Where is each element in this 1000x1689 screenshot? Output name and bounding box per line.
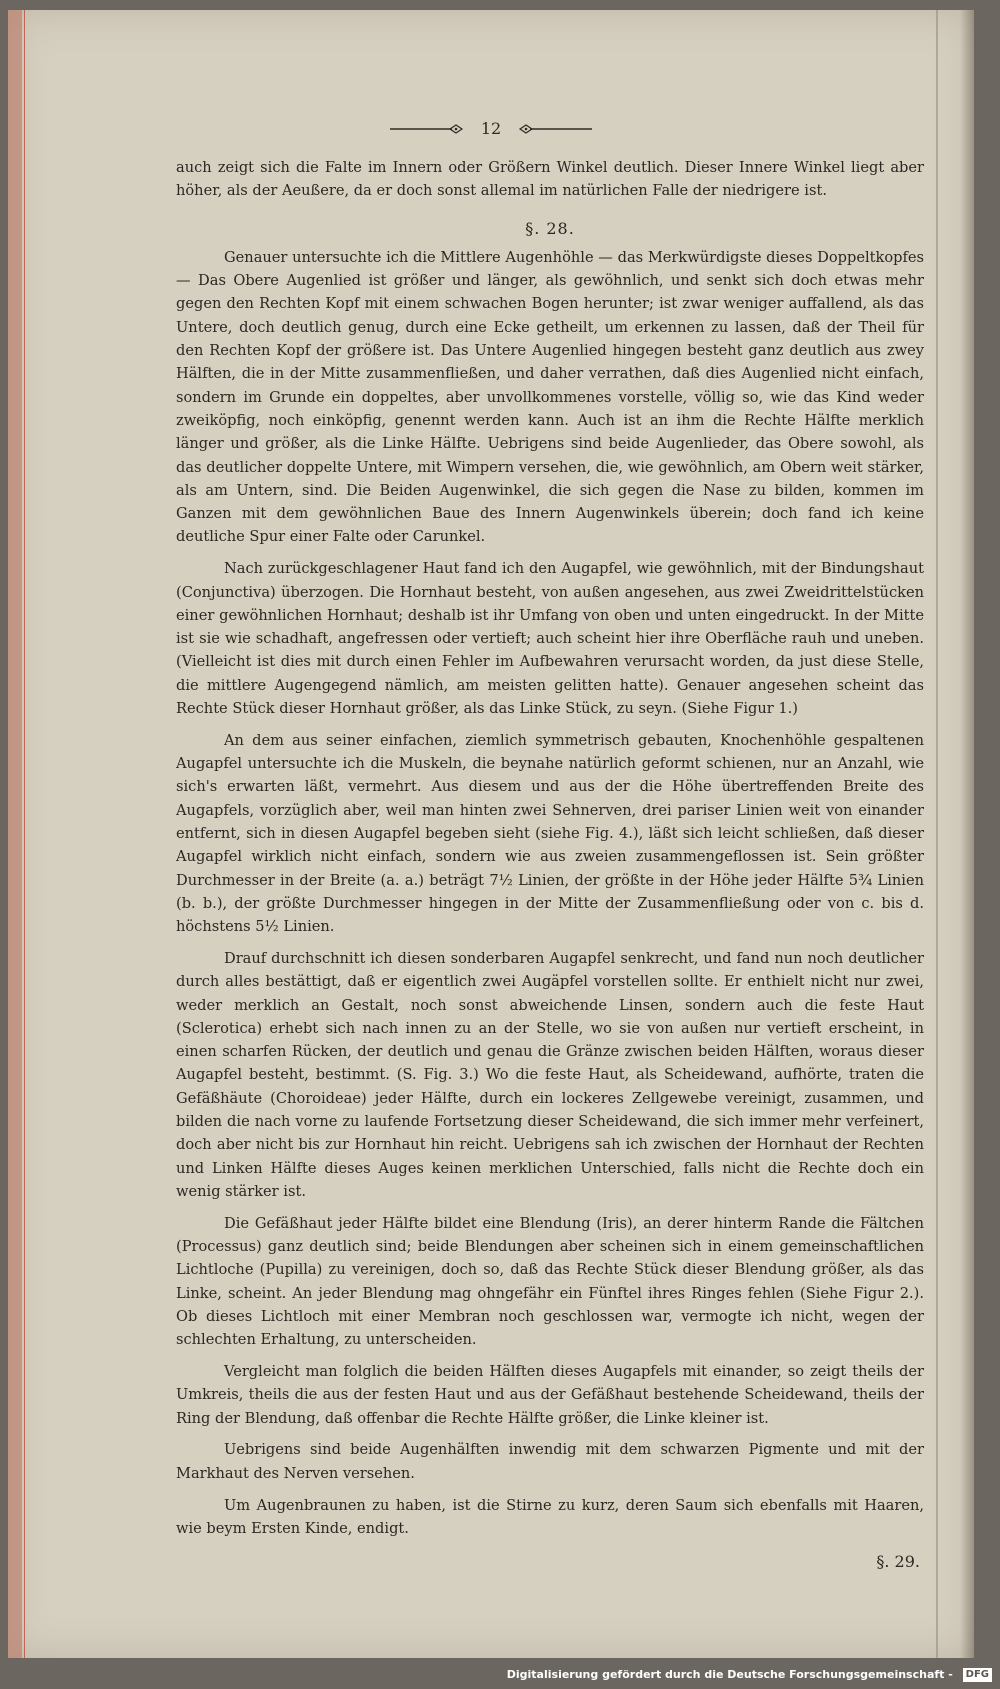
next-section-catchword: §. 29. [876,1552,920,1572]
paragraph: Die Gefäßhaut jeder Hälfte bildet eine Blendung (Iris), an derer hinterm Rande die Fältchen (Processus) ganz deutlich sind; beide Blendungen aber scheinen sich in einem gemeinschaftlichen Lichtloche (Pupilla) zu vereinigen, doch so, daß das Rechte Stück dieser Blendung größer, als das Linke, scheint. An jeder Blendung mag ohngefähr ein Fünftel ihres Ringes fehlen (Siehe Figur 2.). Ob dieses Lichtloch mit einer Membran noch geschlossen war, vermogte ich nicht, wegen der schlechten Erhaltung, zu unterscheiden. [176,1214,924,1349]
digitization-credit [0,1664,1000,1686]
paragraph: Drauf durchschnitt ich diesen sonderbaren Augapfel senkrecht, und fand nun noch deutlicher durch alles bestättigt, daß er eigentlich zwei Augäpfel vorstellen sollte. Er enthielt nicht nur zwei, weder merklich an Gestalt, noch sonst abweichende Linsen, sondern auch die feste Haut (Sclerotica) erhebt sich nach innen zu an der Stelle, wo sie von außen nur vertieft erscheint, in einen scharfen Rücken, der deutlich und genau die Gränze zwischen beiden Hälften, woraus dieser Augapfel besteht, bestimmt. (S. Fig. 3.) Wo die feste Haut, als Scheidewand, aufhörte, traten die Gefäßhäute (Choroideae) jeder Hälfte, durch ein lockeres Zellgewebe vereinigt, zusammen, und bilden die nach vorne zu laufende Fortsetzung dieser Scheidewand, die sich immer mehr verfeinert, doch aber nicht bis zur Hornhaut hin reicht. Uebrigens sah ich zwischen der Hornhaut der Rechten und Linken Hälfte dieses Auges keinen merklichen Unterschied, falls nicht die Rechte doch ein wenig stärker ist. [176,950,924,1200]
section-heading: §. 28. [525,218,575,238]
gutter-shadow [936,10,938,1658]
paragraph: Uebrigens sind beide Augenhälften inwendig mit dem schwarzen Pigmente und mit der Markhaut des Nerven versehen. [176,1441,924,1482]
dfg-logo: DFG [963,1668,992,1682]
left-margin-rule [24,10,25,1658]
page-number: 12 [480,119,502,138]
ornament-left-icon [390,124,464,134]
page-body [176,156,924,1573]
ornament-right-icon [518,124,592,134]
paragraph: Nach zurückgeschlagener Haut fand ich den Augapfel, wie gewöhnlich, mit der Bindungshaut (Conjunctiva) überzogen. Die Hornhaut besteht, von außen angesehen, aus zwei Zweidrittelstücken einer gewöhnlichen Hornhaut; deshalb ist ihr Umfang von oben und unten eingedruckt. In der Mitte ist sie wie schadhaft, angefressen oder vertieft; auch scheint hier ihre Oberfläche rauh und uneben. (Vielleicht ist dies mit durch einen Fehler im Aufbewahren verursacht worden, da just diese Stelle, die mittlere Augengegend nämlich, am meisten gelitten hatte). Genauer angesehen scheint das Rechte Stück dieser Hornhaut größer, als das Linke Stück, zu seyn. (Siehe Figur 1.) [176,560,924,718]
intro-paragraph: auch zeigt sich die Falte im Innern oder Größern Winkel deutlich. Dieser Innere Winkel liegt aber höher, als der Aeußere, da er doch sonst allemal im natürlichen Falle der niedrigere ist. [176,159,924,200]
paragraph: Vergleicht man folglich die beiden Hälften dieses Augapfels mit einander, so zeigt theils der Umkreis, theils die aus der festen Haut und aus der Gefäßhaut bestehende Scheidewand, theils der Ring der Blendung, daß offenbar die Rechte Hälfte größer, die Linke kleiner ist. [176,1363,924,1427]
paragraph: Um Augenbraunen zu haben, ist die Stirne zu kurz, deren Saum sich ebenfalls mit Haaren, wie beym Ersten Kinde, endigt. [176,1496,924,1537]
book-page [8,10,974,1658]
page-header [8,118,974,142]
credit-text: Digitalisierung gefördert durch die Deutsche Forschungsgemeinschaft - [506,1668,953,1681]
paragraph: Genauer untersuchte ich die Mittlere Augenhöhle — das Merkwürdigste dieses Doppeltkopfes — Das Obere Augenlied ist größer und länger, als gewöhnlich, und senkt sich doch etwas mehr gegen den Rechten Kopf mit einem schwachen Bogen herunter; ist zwar weniger auffallend, als das Untere, doch deutlich genug, durch eine Ecke getheilt, um erkennen zu lassen, daß der Theil für den Rechten Kopf der größere ist. Das Untere Augenlied hingegen besteht ganz deutlich aus zwey Hälften, die in der Mitte zusammenfließen, und daher verrathen, daß dies Augenlied nicht einfach, sondern im Grunde ein doppeltes, aber unvollkommenes vorstelle, völlig so, wie das Kind weder zweiköpfig, noch einköpfig, genennt werden kann. Auch ist an ihm die Rechte Hälfte merklich länger und größer, als die Linke Hälfte. Uebrigens sind beide Augenlieder, das Obere sowohl, als das deutlicher doppelte Untere, mit Wimpern versehen, die, wie gewöhnlich, am Obern weit stärker, als am Untern, sind. Die Beiden Augenwinkel, die sich gegen die Nase zu bilden, kommen im Ganzen mit dem gewöhnlichen Baue des Innern Augenwinkels überein; doch fand ich keine deutliche Spur einer Falte oder Carunkel. [176,248,924,546]
paragraph: An dem aus seiner einfachen, ziemlich symmetrisch gebauten, Knochenhöhle gespaltenen Augapfel untersuchte ich die Muskeln, die beynahe natürlich geformt schienen, nur an Anzahl, wie sich's erwarten läßt, vermehrt. Aus diesem und aus der die Höhe übertreffenden Breite des Augapfels, vorzüglich aber, weil man hinten zwei Sehnerven, drei pariser Linien weit von einander entfernt, sich in diesen Augapfel begeben sieht (siehe Fig. 4.), läßt sich leicht schließen, daß dieser Augapfel wirklich nicht einfach, sondern wie aus zweien zusammengeflossen ist. Sein größter Durchmesser in der Breite (a. a.) beträgt 7½ Linien, der größte in der Höhe jeder Hälfte 5¾ Linien (b. b.), der größte Durchmesser hingegen in der Mitte der Zusammenfließung oder von c. bis d. höchstens 5½ Linien. [176,731,924,936]
